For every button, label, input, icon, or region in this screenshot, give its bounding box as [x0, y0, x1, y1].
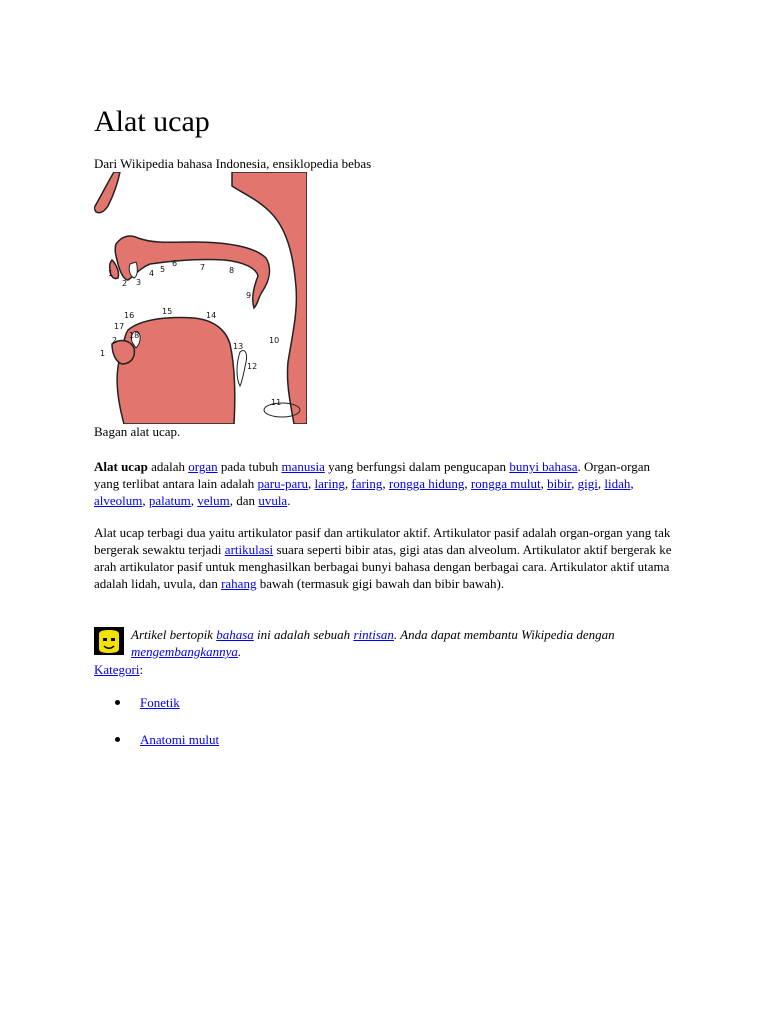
- nose-shape: [94, 172, 120, 213]
- page-title: Alat ucap: [94, 105, 210, 138]
- link-uvula[interactable]: uvula: [258, 493, 288, 508]
- diagram-label-7: 7: [200, 263, 206, 272]
- diagram-label-6: 6: [172, 259, 178, 268]
- category-heading: Kategori:: [94, 662, 144, 677]
- vocal-tract-diagram: [94, 172, 307, 424]
- link-paru-paru[interactable]: paru-paru: [257, 476, 309, 491]
- diagram-label-8: 8: [229, 266, 235, 275]
- link-rongga-mulut[interactable]: rongga mulut: [470, 476, 541, 491]
- diagram-label-9: 9: [246, 291, 252, 300]
- link-alveolum[interactable]: alveolum: [94, 493, 143, 508]
- vocal-tract-illustration: [94, 172, 307, 424]
- bullet-icon: [115, 737, 120, 742]
- category-link-anatomi-mulut[interactable]: Anatomi mulut: [140, 732, 220, 747]
- link-mengembangkannya[interactable]: mengembangkannya: [131, 644, 238, 659]
- link-rongga-hidung[interactable]: rongga hidung: [388, 476, 465, 491]
- articulator-paragraph: Alat ucap terbagi dua yaitu artikulator pasif dan artikulator aktif. Artikulator pasif adalah organ-organ yang tak bergerak sewaktu terjadi artikulasi suara seperti bibir atas, gigi atas dan alveolum. Artikulator aktif bergerak ke arah artikulator pasif untuk menghasilkan berbagai bunyi bahasa dengan berbagai cara. Artikulator aktif utama adalah lidah, uvula, dan rahang bawah (termasuk gigi bawah dan bibir bawah).: [94, 525, 672, 591]
- link-rahang[interactable]: rahang: [221, 576, 257, 591]
- link-organ[interactable]: organ: [188, 459, 218, 474]
- diagram-label-4: 4: [149, 269, 155, 278]
- epiglottis: [237, 350, 247, 386]
- link-laring[interactable]: laring: [314, 476, 345, 491]
- link-faring[interactable]: faring: [351, 476, 383, 491]
- diagram-label-12: 12: [247, 362, 258, 371]
- link-manusia[interactable]: manusia: [281, 459, 325, 474]
- diagram-label-13: 13: [233, 342, 244, 351]
- diagram-caption: Bagan alat ucap.: [94, 424, 181, 439]
- diagram-label-2: 2: [122, 279, 128, 288]
- diagram-label-15: 15: [162, 307, 173, 316]
- link-bahasa[interactable]: bahasa: [216, 627, 254, 642]
- diagram-label-2b: 2: [112, 336, 118, 345]
- diagram-label-10: 10: [269, 336, 280, 345]
- link-lidah[interactable]: lidah: [604, 476, 631, 491]
- link-rintisan[interactable]: rintisan: [353, 627, 394, 642]
- pharynx-back-wall: [232, 172, 307, 424]
- link-gigi[interactable]: gigi: [577, 476, 598, 491]
- diagram-label-11: 11: [271, 398, 282, 407]
- link-kategori[interactable]: Kategori: [94, 662, 140, 677]
- stub-text: Artikel bertopik bahasa ini adalah sebuah rintisan. Anda dapat membantu Wikipedia dengan mengembangkannya.: [131, 627, 615, 659]
- stub-notice: [94, 626, 676, 660]
- link-bunyi-bahasa[interactable]: bunyi bahasa: [509, 459, 578, 474]
- diagram-label-1b: 1: [100, 349, 106, 358]
- link-artikulasi[interactable]: artikulasi: [224, 542, 274, 557]
- page-subtitle: Dari Wikipedia bahasa Indonesia, ensiklopedia bebas: [94, 156, 372, 171]
- category-link-fonetik[interactable]: Fonetik: [140, 695, 180, 710]
- link-velum[interactable]: velum: [197, 493, 230, 508]
- diagram-label-17: 17: [114, 322, 125, 331]
- diagram-label-3: 3: [136, 278, 142, 287]
- diagram-label-16: 16: [124, 311, 135, 320]
- diagram-label-14: 14: [206, 311, 217, 320]
- link-palatum[interactable]: palatum: [148, 493, 191, 508]
- intro-paragraph: Alat ucap adalah organ pada tubuh manusia yang berfungsi dalam pengucapan bunyi bahasa. Organ-organ yang terlibat antara lain adalah paru-paru, laring, faring, rongga hidung, rongga mulut, bibir, gigi, lidah, alveolum, palatum, velum, dan uvula.: [94, 459, 650, 508]
- bullet-icon: [115, 700, 120, 705]
- diagram-label-18: 18: [129, 331, 140, 340]
- stub-face-icon: [94, 627, 124, 655]
- link-bibir[interactable]: bibir: [547, 476, 572, 491]
- diagram-label-5: 5: [160, 265, 166, 274]
- term-bold: Alat ucap: [94, 459, 148, 474]
- diagram-label-1: 1: [108, 269, 114, 278]
